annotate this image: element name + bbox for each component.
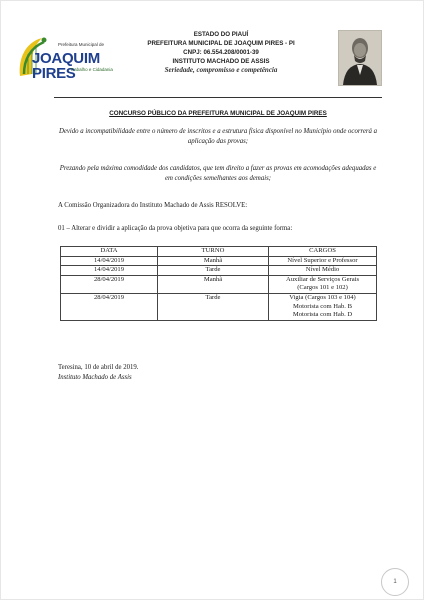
cargo-line: Motorista com Hab. D	[292, 311, 353, 319]
paragraph-resolve: A Comissão Organizadora do Instituto Machado de Assis RESOLVE:	[58, 202, 248, 209]
logo-subtitle: Prefeitura Municipal de	[58, 42, 105, 47]
schedule-table	[60, 246, 377, 321]
cargo-line: Nível Médio	[305, 266, 340, 274]
cell-cargos	[269, 275, 377, 293]
municipality-logo	[14, 34, 126, 80]
cell-cargos	[269, 266, 377, 276]
state-line: ESTADO DO PIAUÍ	[193, 31, 249, 38]
prefeitura-line: PREFEITURA MUNICIPAL DE JOAQUIM PIRES - PI	[147, 40, 295, 47]
page-number: 1	[381, 568, 409, 596]
document-title: CONCURSO PÚBLICO DA PREFEITURA MUNICIPAL DE JOAQUIM PIRES	[109, 110, 327, 117]
cnpj-line: CNPJ: 06.554.208/0001-39	[183, 49, 259, 56]
table-row	[61, 256, 377, 266]
motto-line: Seriedade, compromisso e competência	[164, 66, 278, 74]
signature-date: Teresina, 10 de abril de 2019.	[58, 364, 139, 371]
cargo-line: Vigia (Cargos 103 e 104)	[289, 293, 356, 301]
cell-date: 28/04/2019	[61, 275, 158, 293]
cell-date: 14/04/2019	[61, 256, 158, 266]
signature-institute: Instituto Machado de Assis	[58, 374, 132, 381]
cell-date: 28/04/2019	[61, 293, 158, 320]
logo-tagline: Trabalho e Cidadania	[70, 67, 113, 72]
cargo-line: Nível Superior e Professor	[287, 256, 358, 264]
paragraph-incompatibility: Devido a incompatibilidade entre o número de inscritos e a estrutura física disponível no Município onde ocorrerá a aplicação das provas;	[58, 128, 378, 145]
cargo-line: (Cargos 101 e 102)	[297, 284, 348, 292]
table-row	[61, 275, 377, 293]
header-cargos: CARGOS	[269, 247, 377, 257]
cargo-line: Motorista com Hab. B	[293, 302, 352, 310]
cell-turno: Tarde	[158, 266, 269, 276]
cargo-line: Auxiliar de Serviços Gerais	[285, 275, 360, 283]
cell-turno: Manhã	[158, 275, 269, 293]
header-date: DATA	[61, 247, 158, 257]
table-row	[61, 266, 377, 276]
cell-turno: Manhã	[158, 256, 269, 266]
table-header-row	[61, 247, 377, 257]
header-turno: TURNO	[158, 247, 269, 257]
table-row	[61, 293, 377, 320]
letterhead	[134, 30, 308, 75]
header-divider	[54, 97, 382, 98]
cell-date: 14/04/2019	[61, 266, 158, 276]
cell-turno: Tarde	[158, 293, 269, 320]
cell-cargos	[269, 256, 377, 266]
portrait-photo	[338, 30, 382, 86]
logo-wordmark: JOAQUIM PIRES	[32, 50, 100, 82]
paragraph-comfort: Prezando pela máxima comodidade dos candidatos, que tem direito a fazer as provas em acomodações adequadas e em condições semelhantes aos demais;	[59, 165, 377, 182]
instituto-line: INSTITUTO MACHADO DE ASSIS	[172, 58, 270, 65]
cell-cargos	[269, 293, 377, 320]
paragraph-item-01: 01 – Alterar e dividir a aplicação da prova objetiva para que ocorra da seguinte forma:	[58, 225, 293, 232]
